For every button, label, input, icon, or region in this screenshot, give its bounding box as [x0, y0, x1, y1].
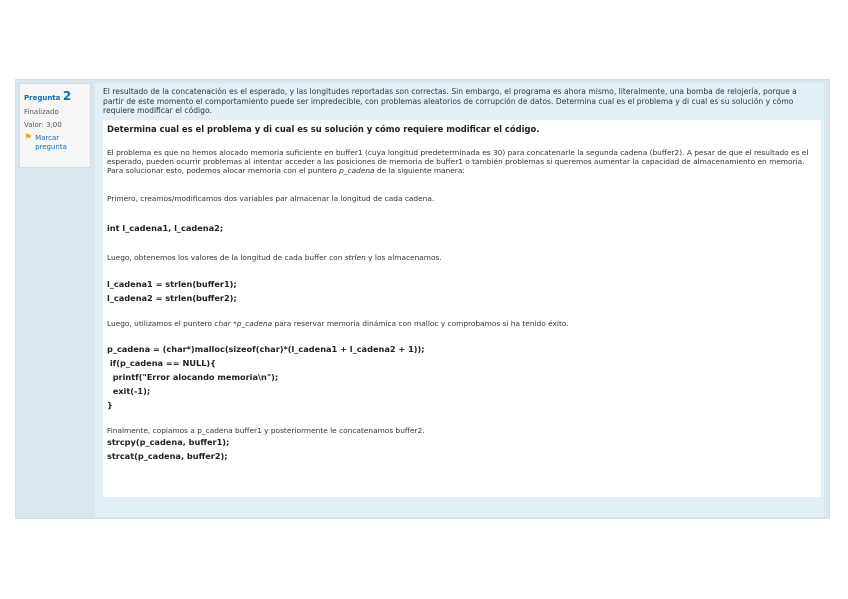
question-state: Finalizado	[24, 108, 59, 116]
question-formulation	[95, 83, 824, 517]
code-line: if(p_cadena == NULL){	[107, 357, 216, 368]
code-declaration: int l_cadena1, l_cadena2;	[107, 223, 224, 234]
code-line: strcat(p_cadena, buffer2);	[107, 451, 228, 462]
question-number-value: 2	[62, 89, 72, 103]
answer-paragraph-2: Primero, creamos/modificamos dos variables par almacenar la longitud de cada cadena.	[107, 193, 435, 203]
answer-paragraph-5: Finalmente, copiamos a p_cadena buffer1 y posteriormente le concatenamos buffer2.	[107, 425, 425, 435]
question-number	[24, 89, 86, 103]
code-line: strcpy(p_cadena, buffer1);	[107, 437, 230, 448]
question-grade: Valor: 3,00	[24, 121, 62, 129]
answer-heading: Determina cual es el problema y di cual es su solución y cómo requiere modificar el código.	[107, 123, 540, 134]
code-line: exit(-1);	[107, 385, 151, 396]
answer-paragraph-3: Luego, obtenemos los valores de la longitud de cada buffer con strlen y los almacenamos.	[107, 253, 442, 263]
question-text: El resultado de la concatenación es el esperado, y las longitudes reportadas son correctas. Sin embargo, el programa es ahora mismo, literalmente, una bomba de relojería, porque a partir de este momento el comportamiento puede ser impredecible, con problemas aleatorios de corrupción de datos. Determina cual es el problema y di cual es su solución y cómo requiere modificar el código.	[103, 87, 797, 115]
answer-paragraph-4: Luego, utilizamos el puntero char *p_cadena para reservar memoria dinámica con malloc y comprobamos si ha tenido éxito.	[107, 318, 569, 328]
question-block	[15, 79, 830, 519]
code-line: l_cadena2 = strlen(buffer2);	[107, 292, 237, 303]
code-line: p_cadena = (char*)malloc(sizeof(char)*(l_cadena1 + l_cadena2 + 1));	[107, 343, 425, 354]
code-line: }	[107, 399, 113, 410]
flag-question-button[interactable]	[24, 134, 86, 152]
flag-label: Marcar pregunta	[35, 134, 67, 151]
question-info	[19, 83, 91, 168]
code-line: l_cadena1 = strlen(buffer1);	[107, 278, 237, 289]
answer-area[interactable]	[103, 120, 821, 497]
code-line: printf("Error alocando memoria\n");	[107, 371, 279, 382]
answer-paragraph-1: El problema es que no hemos alocado memoria suficiente en buffer1 (cuya longitud predeterminada es 30) para concatenarle la segunda cadena (buffer2). A pesar de que el resultado es el esperado, pueden ocurrir problemas al intentar acceder a las posiciones de memoria de buffer1 o también problemas si queremos aumentar la capacidad de almacenamiento en memoria. Para solucionar esto, podemos alocar memoria con el puntero p_cadena de la siguiente manera:	[107, 147, 809, 176]
question-label: Pregunta	[24, 94, 61, 102]
flag-icon: ⚑	[24, 133, 33, 143]
